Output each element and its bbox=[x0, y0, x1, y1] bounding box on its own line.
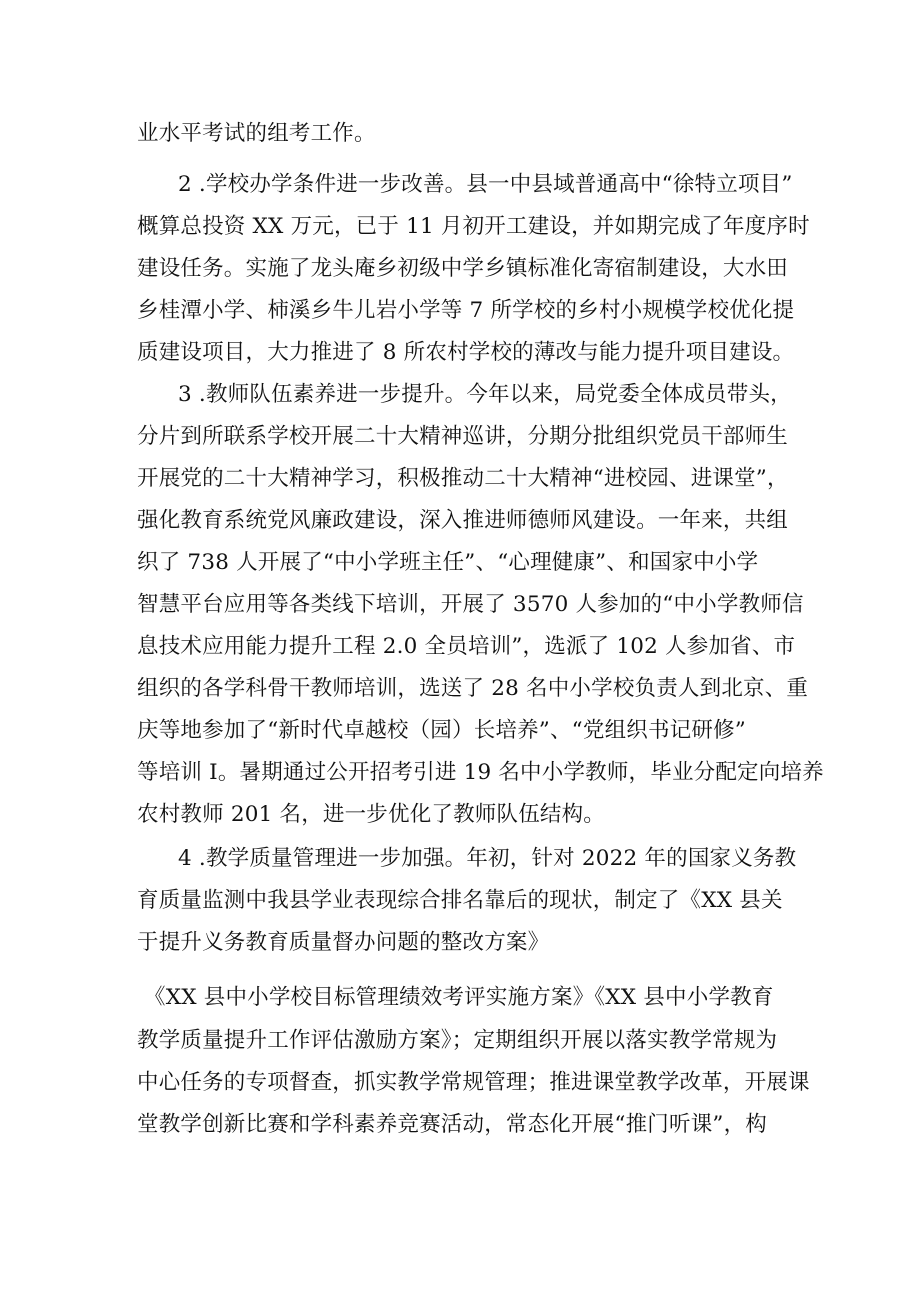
text-line: 开展党的二十大精神学习，积极推动二十大精神“进校园、进课堂”， bbox=[137, 466, 789, 491]
text-line: 乡桂潭小学、柿溪乡牛儿岩小学等 7 所学校的乡村小规模学校优化提 bbox=[137, 298, 795, 323]
text-line: 3 .教师队伍素养进一步提升。今年以来，局党委全体成员带头， bbox=[178, 382, 792, 407]
text-line: 息技术应用能力提升工程 2.0 全员培训”，选派了 102 人参加省、市 bbox=[137, 634, 796, 659]
text-line: 2 .学校办学条件进一步改善。县一中县域普通高中“徐特立项目” bbox=[178, 172, 793, 197]
text-line: 分片到所联系学校开展二十大精神巡讲，分期分批组织党员干部师生 bbox=[137, 424, 789, 449]
text-line: 庆等地参加了“新时代卓越校（园）长培养”、“党组织书记研修” bbox=[137, 718, 746, 743]
text-line: 织了 738 人开展了“中小学班主任”、“心理健康”、和国家中小学 bbox=[137, 550, 759, 575]
text-line: 质建设项目，大力推进了 8 所农村学校的薄改与能力提升项目建设。 bbox=[137, 340, 795, 365]
text-line: 业水平考试的组考工作。 bbox=[137, 121, 376, 146]
text-line: 4 .教学质量管理进一步加强。年初，针对 2022 年的国家义务教 bbox=[178, 846, 797, 871]
text-line: 《XX 县中小学校目标管理绩效考评实施方案》《XX 县中小学教育 bbox=[144, 985, 774, 1010]
text-line: 中心任务的专项督查，抓实教学常规管理；推进课堂教学改革，开展课 bbox=[137, 1070, 810, 1095]
text-line: 智慧平台应用等各类线下培训，开展了 3570 人参加的“中小学教师信 bbox=[137, 592, 804, 617]
text-line: 建设任务。实施了龙头庵乡初级中学乡镇标准化寄宿制建设，大水田 bbox=[137, 256, 789, 281]
text-line: 教学质量提升工作评估激励方案》；定期组织开展以落实教学常规为 bbox=[137, 1028, 778, 1053]
text-line: 农村教师 201 名，进一步优化了教师队伍结构。 bbox=[137, 802, 606, 827]
text-line: 于提升义务教育质量督办问题的整改方案》 bbox=[137, 930, 550, 955]
text-line: 等培训 I。暑期通过公开招考引进 19 名中小学教师，毕业分配定向培养 bbox=[137, 760, 824, 785]
text-line: 组织的各学科骨干教师培训，选送了 28 名中小学校负责人到北京、重 bbox=[137, 676, 809, 701]
text-line: 育质量监测中我县学业表现综合排名靠后的现状，制定了《XX 县关 bbox=[137, 888, 783, 913]
text-line: 概算总投资 XX 万元，已于 11 月初开工建设，并如期完成了年度序时 bbox=[137, 214, 810, 239]
text-line: 强化教育系统党风廉政建设，深入推进师德师风建设。一年来，共组 bbox=[137, 508, 789, 533]
text-line: 堂教学创新比赛和学科素养竞赛活动，常态化开展“推门听课”，构 bbox=[137, 1112, 767, 1137]
